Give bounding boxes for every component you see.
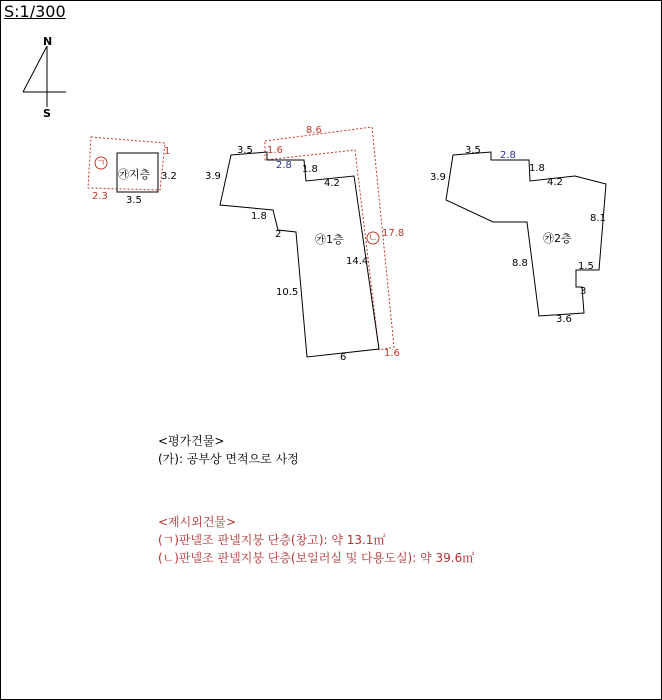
dim-f1-left-long: 10.5 [276,287,299,298]
building-small-label: ㉮지층 [118,168,151,181]
dim-f2-top-mid: 2.8 [500,150,516,161]
dim-small-bottom: 3.5 [126,195,142,206]
dim-annex-b-top-small: 1.6 [267,145,283,156]
dim-f1-step-v: 1.8 [302,164,318,175]
dim-f2-bottom: 3.6 [556,314,572,325]
dim-f1-right: 14.4 [346,256,369,267]
building-floor1 [205,125,404,363]
legend-eval [158,432,299,468]
building-floor1-label: ㉮1층 [315,233,344,246]
legend-eval-title: <평가건물> [158,434,225,448]
building-floor1-outline [220,152,379,357]
dim-small-right: 3.2 [161,171,177,182]
dim-f2-left: 3.9 [430,172,446,183]
dim-f2-step-v: 1.8 [529,163,545,174]
dim-f1-step-h: 4.2 [324,178,340,189]
dim-f1-bottom: 6 [340,352,347,363]
compass-south-label: S [43,107,51,120]
dim-annex-b-top: 8.6 [306,125,322,136]
dim-annex-b-bottom: 1.6 [384,348,400,359]
legend-extra-item-1: (ㄱ)판넬조 판넬지붕 단층(창고): 약 13.1㎡ [158,533,386,547]
annex-a-mark: ㄱ [96,158,106,169]
legend-extra-item-2: (ㄴ)판넬조 판넬지붕 단층(보일러실 및 다용도실): 약 39.6㎡ [158,551,475,565]
compass [23,35,66,120]
dim-annex-b-right: 17.8 [382,228,405,239]
building-small [88,137,177,206]
dim-annex-a-right: 1 [164,146,171,157]
annex-b-mark: ㄴ [368,233,378,244]
legend-eval-item: (가): 공부상 면적으로 사정 [158,452,299,466]
dim-f2-step-h: 4.2 [547,177,563,188]
building-floor2 [430,145,606,325]
dim-f1-top-mid: 2.8 [276,160,292,171]
dim-f1-notch-bottom: 2 [275,229,282,240]
dim-f2-right-lower: 3 [580,286,587,297]
compass-north-label: N [43,35,53,48]
legend-extra-title: <제시외건물> [158,515,237,529]
scale-label: S:1/300 [4,2,66,21]
legend-extra [158,513,474,567]
dim-f1-notch-left: 1.8 [251,211,267,222]
dim-f2-top-left: 3.5 [465,145,481,156]
dim-f2-notch: 1.5 [578,261,594,272]
dim-f1-top-left: 3.5 [237,145,253,156]
dim-annex-a-bottom: 2.3 [92,191,108,202]
dim-f1-left: 3.9 [205,171,221,182]
dim-f2-left-long: 8.8 [512,258,528,269]
building-floor2-label: ㉮2층 [543,232,572,245]
dim-f2-right-upper: 8.1 [590,213,606,224]
